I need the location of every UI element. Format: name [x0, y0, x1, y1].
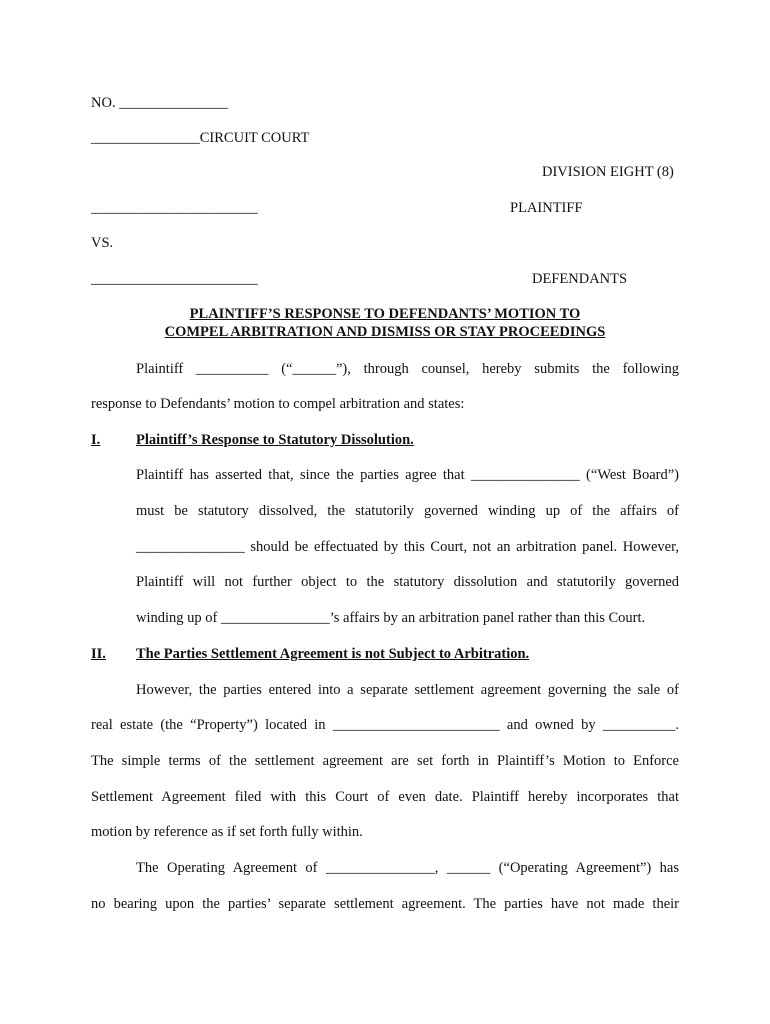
intro-line-1: Plaintiff __________ (“______”), through counsel, hereby submits the following — [136, 361, 679, 377]
defendants-label: DEFENDANTS — [532, 271, 628, 287]
defendants-blank: _______________________ — [91, 271, 258, 287]
section-2-para-1-line: real estate (the “Property”) located in _______________________ and owned by __________. — [91, 717, 679, 733]
section-1-number: I. — [91, 432, 101, 448]
intro-line-2: response to Defendants’ motion to compel arbitration and states: — [91, 396, 465, 412]
section-1-heading: Plaintiff’s Response to Statutory Dissolution. — [136, 432, 414, 448]
section-1-line: _______________ should be effectuated by this Court, not an arbitration panel. However, — [136, 539, 679, 555]
section-2-para-1-line: The simple terms of the settlement agreement are set forth in Plaintiff’s Motion to Enforce — [91, 753, 679, 769]
section-2-number: II. — [91, 646, 106, 662]
section-2-heading: The Parties Settlement Agreement is not Subject to Arbitration. — [136, 646, 530, 662]
section-1-line: Plaintiff will not further object to the statutory dissolution and statutorily governed — [136, 574, 679, 590]
section-2-para-1-line: motion by reference as if set forth fully within. — [91, 824, 363, 840]
court-name: _______________CIRCUIT COURT — [91, 130, 310, 146]
division-label: DIVISION EIGHT (8) — [542, 164, 674, 180]
section-1-line: must be statutory dissolved, the statutorily governed winding up of the affairs of — [136, 503, 679, 519]
case-number: NO. _______________ — [91, 95, 228, 111]
section-1-line: winding up of _______________’s affairs by an arbitration panel rather than this Court. — [136, 610, 646, 626]
section-2-para-2-line: The Operating Agreement of _______________, ______ (“Operating Agreement”) has — [136, 860, 679, 876]
section-2-para-1-line: Settlement Agreement filed with this Court of even date. Plaintiff hereby incorporates that — [91, 789, 679, 805]
section-2-para-1-line: However, the parties entered into a separate settlement agreement governing the sale of — [136, 682, 679, 698]
section-2-para-2-line: no bearing upon the parties’ separate settlement agreement. The parties have not made their — [91, 896, 679, 912]
plaintiff-blank: _______________________ — [91, 200, 258, 216]
plaintiff-label: PLAINTIFF — [510, 200, 583, 216]
versus-label: VS. — [91, 235, 114, 251]
document-title-line-1: PLAINTIFF’S RESPONSE TO DEFENDANTS’ MOTION TO — [189, 306, 581, 322]
document-title-line-2: COMPEL ARBITRATION AND DISMISS OR STAY PROCEEDINGS — [164, 324, 606, 340]
section-1-line: Plaintiff has asserted that, since the parties agree that _______________ (“West Board”) — [136, 467, 679, 483]
